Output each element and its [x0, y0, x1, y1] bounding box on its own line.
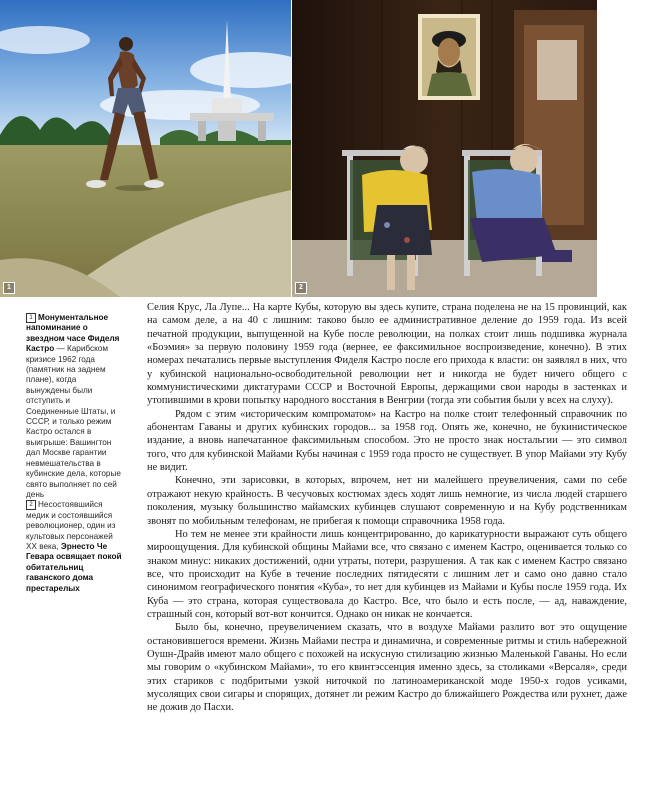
caption-1-text: — Карибском кризисе 1962 года (памятник на заднем плане), когда вынуждены были отступить и Соединенные Штаты, и СССР, и только режим Кастро остался в выигрыше: Вашингтон дал Москве гарантии невмешательства в кубинские дела, которые свято выполняет по сей день — [26, 344, 121, 499]
caption-1 — [26, 313, 122, 500]
photo-nursing-home-illustration — [292, 0, 597, 297]
photo-che-portrait-women — [292, 0, 597, 297]
article-body — [147, 301, 627, 715]
article-paragraph-2: Рядом с этим «историческим компроматом» на Кастро на полке стоит телефонный справочник по абонентам Гаваны и других кубинских городов... за 1958 год. Опять же, конечно, не букинистическое издание, а вновь напечатанное факсимильным способом. Это не просто знак ностальгии — это символ того, что для кубинской Майами Кубы начиная с 1959 года просто не существует. В упор Майами эту Кубу не видит. — [147, 408, 627, 474]
article-paragraph-3: Конечно, эти зарисовки, в которых, впрочем, нет ни малейшего преувеличения, сами по себе отражают некую крайность. В чесучовых костюмах здесь ходят лишь немногие, из числа людей старшего поколения, музыку большинство майамских кубинцев слушают современную и на Кубу родственникам звонят по мобильным телефонам, не прибегая к помощи справочника 1958 года. — [147, 475, 627, 527]
photo-monument-walker — [0, 0, 291, 297]
caption-1-bold: Монументальное напоминание о звездном часе Фиделя Кастро — [26, 313, 120, 354]
caption-number-1: 1 — [26, 313, 36, 323]
caption-number-2: 2 — [26, 500, 36, 510]
photo-captions — [26, 313, 122, 594]
caption-2-text: Несостоявшийся медик и состоявшийся революционер, один из культовых персонажей XX века, — [26, 500, 116, 551]
photo-number-2: 2 — [295, 282, 307, 294]
photo-monument-illustration — [0, 0, 291, 297]
caption-2-bold: Эрнесто Че Гевара освящает покой обитательниц гаванского дома престарелых — [26, 541, 122, 593]
article-paragraph-5: Было бы, конечно, преувеличением сказать, что в воздухе Майами разлито вот это ощущение остановившегося времени. Жизнь Майами пестра и динамична, и современные ритмы и стиль набережной Оушн-Драйв имеют мало общего с похожей на искусную стилизацию жизнью Маленькой Гаваны. Но если мы говорим о «кубинском Майами», то его квинтэссенция именно здесь, за столиками «Версаля», среди этих стариков с подбритыми узкой ниточкой по латиноамериканской моде 1950-х годов усиками, мусолящих свои сигары и спорящих, дотянет ли режим Кастро до ближайшего Рождества или рухнет, даже не дожив до Пасхи. — [147, 622, 627, 714]
caption-2 — [26, 500, 122, 594]
article-paragraph-1: Селия Крус, Ла Лупе... На карте Кубы, которую вы здесь купите, страна поделена не на 15 провинций, как на самом деле, а на 40 с лишним: таково было ее административное деление до 1959 года. Из всей печатной продукции, выпущенной на Кубе после революции, на полках стоит лишь подшивка журнала «Боэмия» за первую половину 1959 года (вернее, ее факсимильное воспроизведение, конечно). В этих номерах печатались первые выступления Фиделя Кастро после его прихода к власти: он заявлял в них, что у кубинской национально-освободительной революции нет и никогда не будет ничего общего с коммунистическими диктатурами СССР и Восточной Европы, держащими свои народы в застенках и утопившими в крови попытку народного восстания в Венгрии (тогда эти события были у всех на слуху). — [147, 302, 627, 407]
article-paragraph-4: Но тем не менее эти крайности лишь концентрированно, до карикатурности выражают суть общего мироощущения. Для кубинской общины Майами все, что связано с именем Кастро, оценивается только со знаком минус: никаких достижений, одни утраты, потери, разрушения. А так как с именем Кастро связано все, что происходит на Кубе в течение последних пятидесяти с лишним лет и само оно давно стало синонимом географического понятия «Куба», то нет для кубинцев из Майами и Кубы после 1959 года. Их Куба — это страна, которая существовала до Кастро. Все, что было и есть после, — ад, наваждение, страшный сон, который вот-вот кончится. Однако он никак не кончается. — [147, 528, 627, 620]
photo-number-1: 1 — [3, 282, 15, 294]
